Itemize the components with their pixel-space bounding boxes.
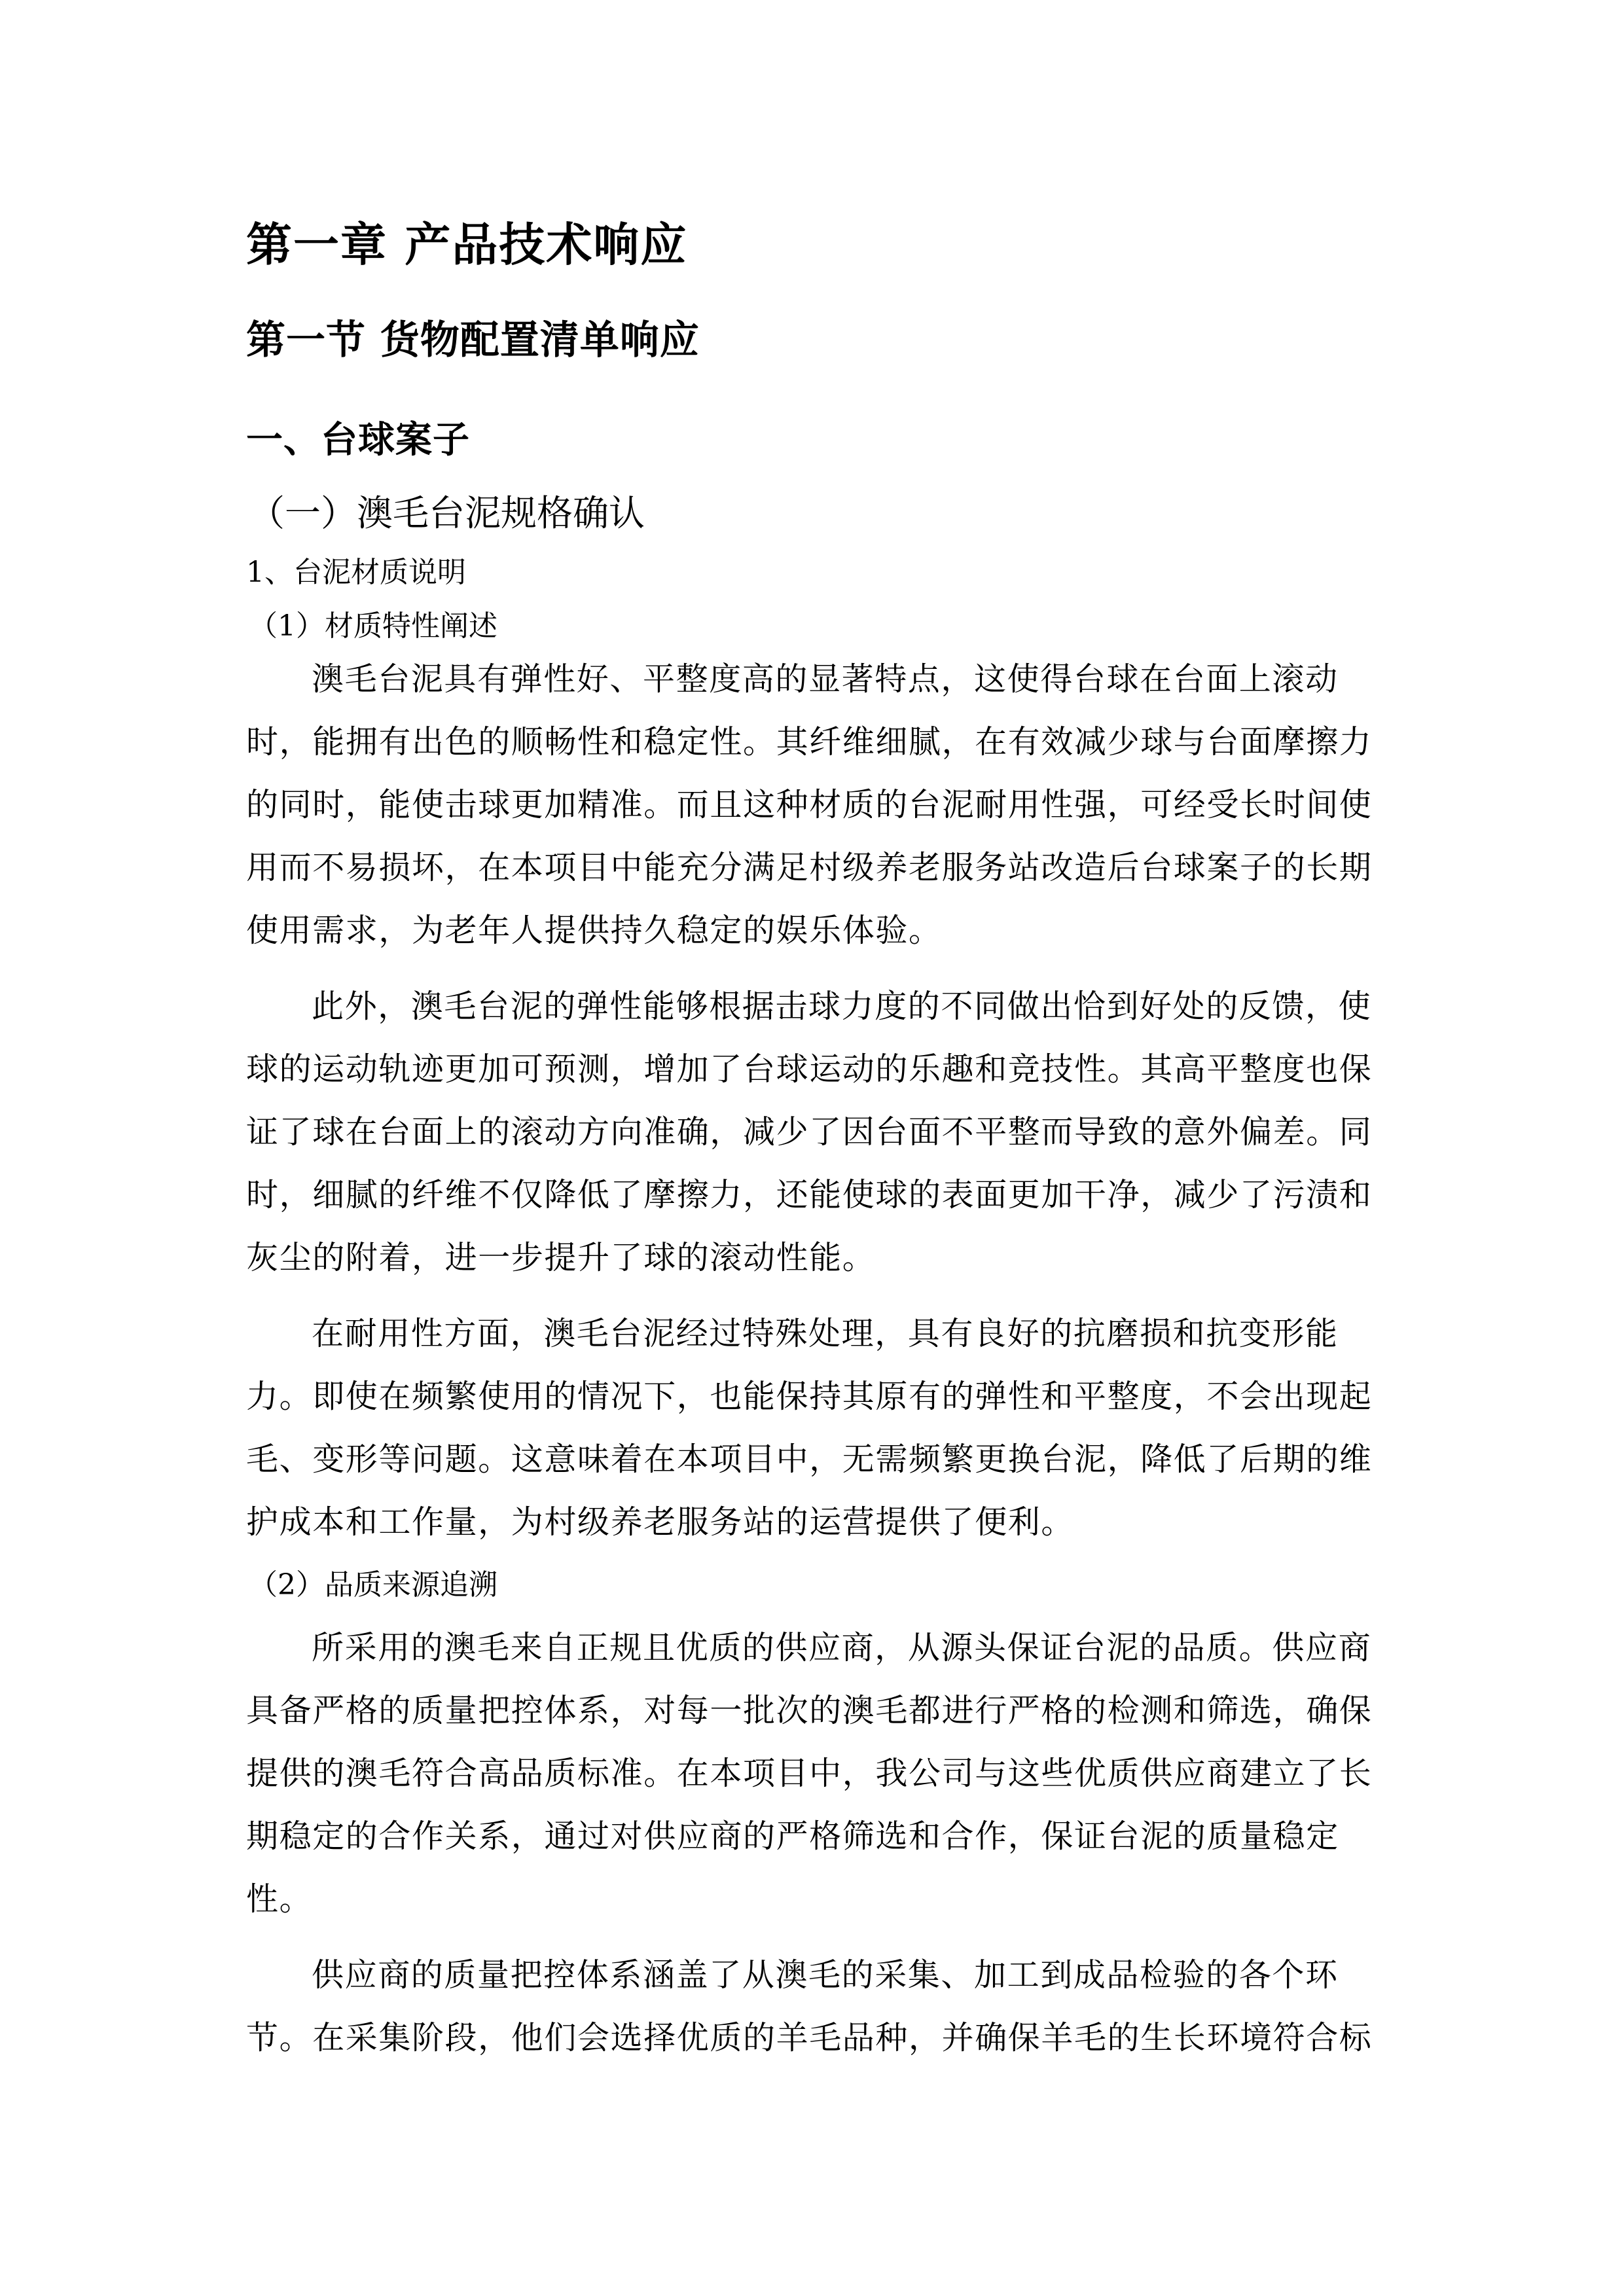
paragraph [246, 1302, 1385, 1554]
paragraph-line: 此外，澳毛台泥的弹性能够根据击球力度的不同做出恰到好处的反馈，使 [312, 988, 1372, 1025]
section-title: 第一节 货物配置清单响应 [246, 317, 700, 363]
paragraph-line: 的同时，能使击球更加精准。而且这种材质的台泥耐用性强，可经受长时间使 [246, 786, 1373, 823]
paragraph-line: 时，能拥有出色的顺畅性和稳定性。其纤维细腻，在有效减少球与台面摩擦力 [246, 723, 1373, 761]
paragraph-line: 期稳定的合作关系，通过对供应商的严格筛选和合作，保证台泥的质量稳定 [246, 1818, 1339, 1855]
paragraph-line: 证了球在台面上的滚动方向准确，减少了因台面不平整而导致的意外偏差。同 [246, 1113, 1373, 1151]
paragraph-line: 使用需求，为老年人提供持久稳定的娱乐体验。 [246, 912, 942, 949]
paragraph-line: 在耐用性方面，澳毛台泥经过特殊处理，具有良好的抗磨损和抗变形能 [312, 1315, 1339, 1352]
paragraph-line: 所采用的澳毛来自正规且优质的供应商，从源头保证台泥的品质。供应商 [312, 1629, 1372, 1666]
sub-subsection-title: （一）澳毛台泥规格确认 [249, 492, 645, 534]
paragraph [246, 1617, 1385, 1931]
paragraph-line: 具备严格的质量把控体系，对每一批次的澳毛都进行严格的检测和筛选，确保 [246, 1692, 1373, 1729]
paragraph-line: 性。 [246, 1880, 313, 1918]
paragraph-line: 护成本和工作量，为村级养老服务站的运营提供了便利。 [246, 1503, 1075, 1541]
paragraph-line: 毛、变形等问题。这意味着在本项目中，无需频繁更换台泥，降低了后期的维 [246, 1441, 1373, 1478]
paragraph-line: 用而不易损坏，在本项目中能充分满足村级养老服务站改造后台球案子的长期 [246, 849, 1373, 886]
paragraph-line: 时，细腻的纤维不仅降低了摩擦力，还能使球的表面更加干净，减少了污渍和 [246, 1176, 1373, 1213]
paragraph-line: 供应商的质量把控体系涵盖了从澳毛的采集、加工到成品检验的各个环 [312, 1956, 1339, 1994]
chapter-title: 第一章 产品技术响应 [246, 217, 688, 272]
paragraph [246, 648, 1385, 962]
paragraph-line: 澳毛台泥具有弹性好、平整度高的显著特点，这使得台球在台面上滚动 [312, 660, 1339, 698]
item-title: 1、台泥材质说明 [246, 556, 466, 589]
paragraph-line: 力。即使在频繁使用的情况下，也能保持其原有的弹性和平整度，不会出现起 [246, 1378, 1373, 1415]
paragraph-line: 节。在采集阶段，他们会选择优质的羊毛品种，并确保羊毛的生长环境符合标 [246, 2019, 1373, 2056]
paragraph [246, 1944, 1385, 2070]
point-title-source: （2）品质来源追溯 [249, 1568, 497, 1602]
point-title-material: （1）材质特性阐述 [249, 609, 497, 643]
paragraph [246, 975, 1385, 1289]
paragraph-line: 提供的澳毛符合高品质标准。在本项目中，我公司与这些优质供应商建立了长 [246, 1755, 1373, 1792]
paragraph-line: 球的运动轨迹更加可预测，增加了台球运动的乐趣和竞技性。其高平整度也保 [246, 1050, 1373, 1088]
paragraph-line: 灰尘的附着，进一步提升了球的滚动性能。 [246, 1239, 876, 1276]
subsection-title: 一、台球案子 [246, 418, 470, 461]
